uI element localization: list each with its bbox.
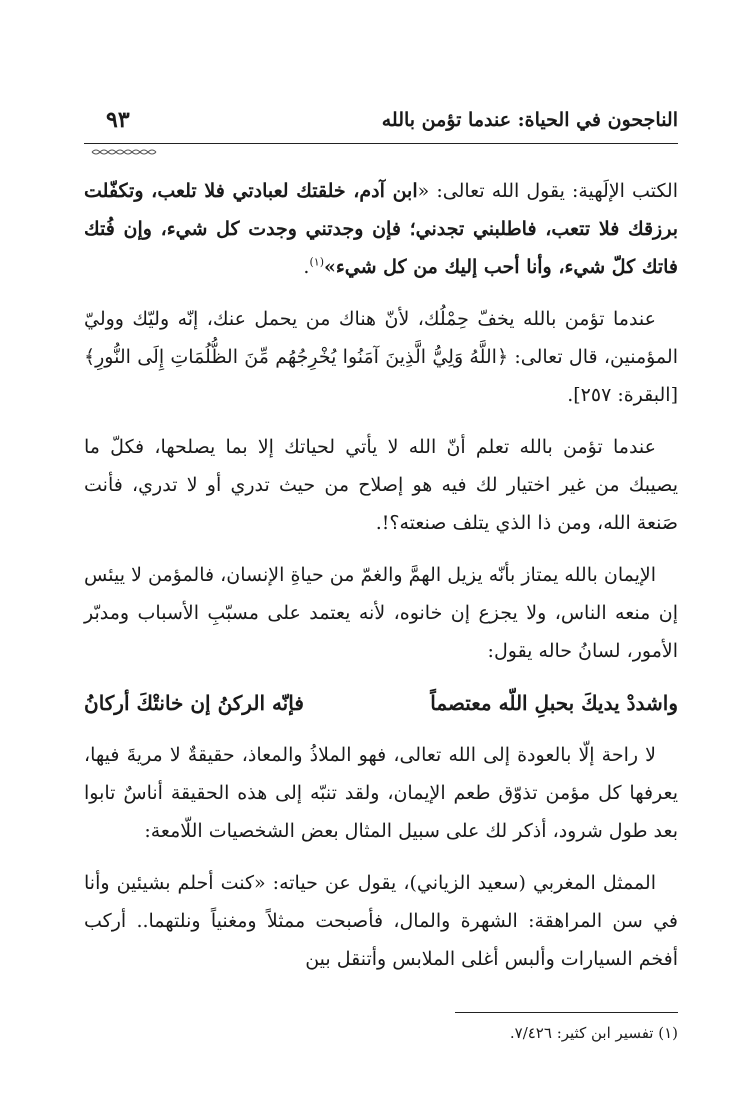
- verse-second-hemistich: فإنّه الركنُ إن خانتْكَ أركانُ: [84, 691, 304, 715]
- paragraph-3: عندما تؤمن بالله تعلم أنّ الله لا يأتي لحياتك إلا بما يصلحها، فكلّ ما يصيبك من غير اختيار لك فيه هو إصلاح من حيث تدري أو لا تدري، فأنت صَنعة الله، ومن ذا الذي يتلف صنعته؟!.: [84, 436, 678, 534]
- paragraph-4: الإيمان بالله يمتاز بأنّه يزيل الهمَّ والغمّ من حياةِ الإنسان، فالمؤمن لا ييئس إن منعه الناس، ولا يجزع إن خانوه، لأنه يعتمد على مسبّبِ الأسباب ومدبّر الأمور، لسانُ حاله يقول:: [84, 564, 678, 662]
- running-title: الناجحون في الحياة: عندما تؤمن بالله: [381, 109, 678, 131]
- hadith-quote: ابن آدم، خلقتك لعبادتي فلا تلعب، وتكفّلت برزقك فلا تتعب، فاطلبني تجدني؛ فإن وجدتني وجدت كل شيء، وإن فُتك فاتك كلّ شيء، وأنا أحب إليك من كل شيء: [84, 180, 678, 278]
- paragraph-2: عندما تؤمن بالله يخفّ حِمْلُك، لأنّ هناك من يحمل عنك، إنّه وليّك ووليّ المؤمنين، قال تعالى: ﴿اللَّهُ وَلِيُّ الَّذِينَ آمَنُوا يُخْرِجُهُم مِّنَ الظُّلُمَاتِ إِلَى النُّورِ﴾ [البقرة: ٢٥٧].: [84, 308, 678, 406]
- paragraph-1-intro: الكتب الإلَهية: يقول الله تعالى: «: [417, 180, 678, 202]
- footnote-divider: [455, 1012, 678, 1013]
- poetry-verse: [84, 684, 678, 722]
- main-text: [84, 172, 678, 992]
- paragraph-5: لا راحة إلّا بالعودة إلى الله تعالى، فهو الملاذُ والمعاذ، حقيقةٌ لا مريةَ فيها، يعرفها كل مؤمن تذوّق طعم الإيمان، ولقد تنبّه إلى هذه الحقيقة أناسٌ تابوا بعد طول شرود، أذكر لك على سبيل المثال بعض الشخصيات اللّامعة:: [84, 744, 678, 842]
- quote-close: »: [323, 256, 336, 278]
- footnote-reference: (١): [309, 255, 324, 269]
- page-number: ٩٣: [106, 107, 130, 133]
- paragraph-6: الممثل المغربي (سعيد الزياني)، يقول عن حياته: «كنت أحلم بشيئين وأنا في سن المراهقة: الشهرة والمال، فأصبحت ممثلاً ومغنياً ونلتهما.. أركب أفخم السيارات وألبس أغلى الملابس وأتنقل بين: [84, 872, 678, 970]
- paragraph-1: [84, 172, 678, 286]
- verse-first-hemistich: واشددْ يديكَ بحبلِ اللّه معتصماً: [430, 691, 678, 715]
- footnote: (١) تفسير ابن كثير: ٧/٤٢٦.: [509, 1024, 678, 1042]
- decorative-ornament-icon: [90, 148, 158, 156]
- page-header: [84, 103, 678, 144]
- paragraph-1-end: .: [303, 256, 310, 278]
